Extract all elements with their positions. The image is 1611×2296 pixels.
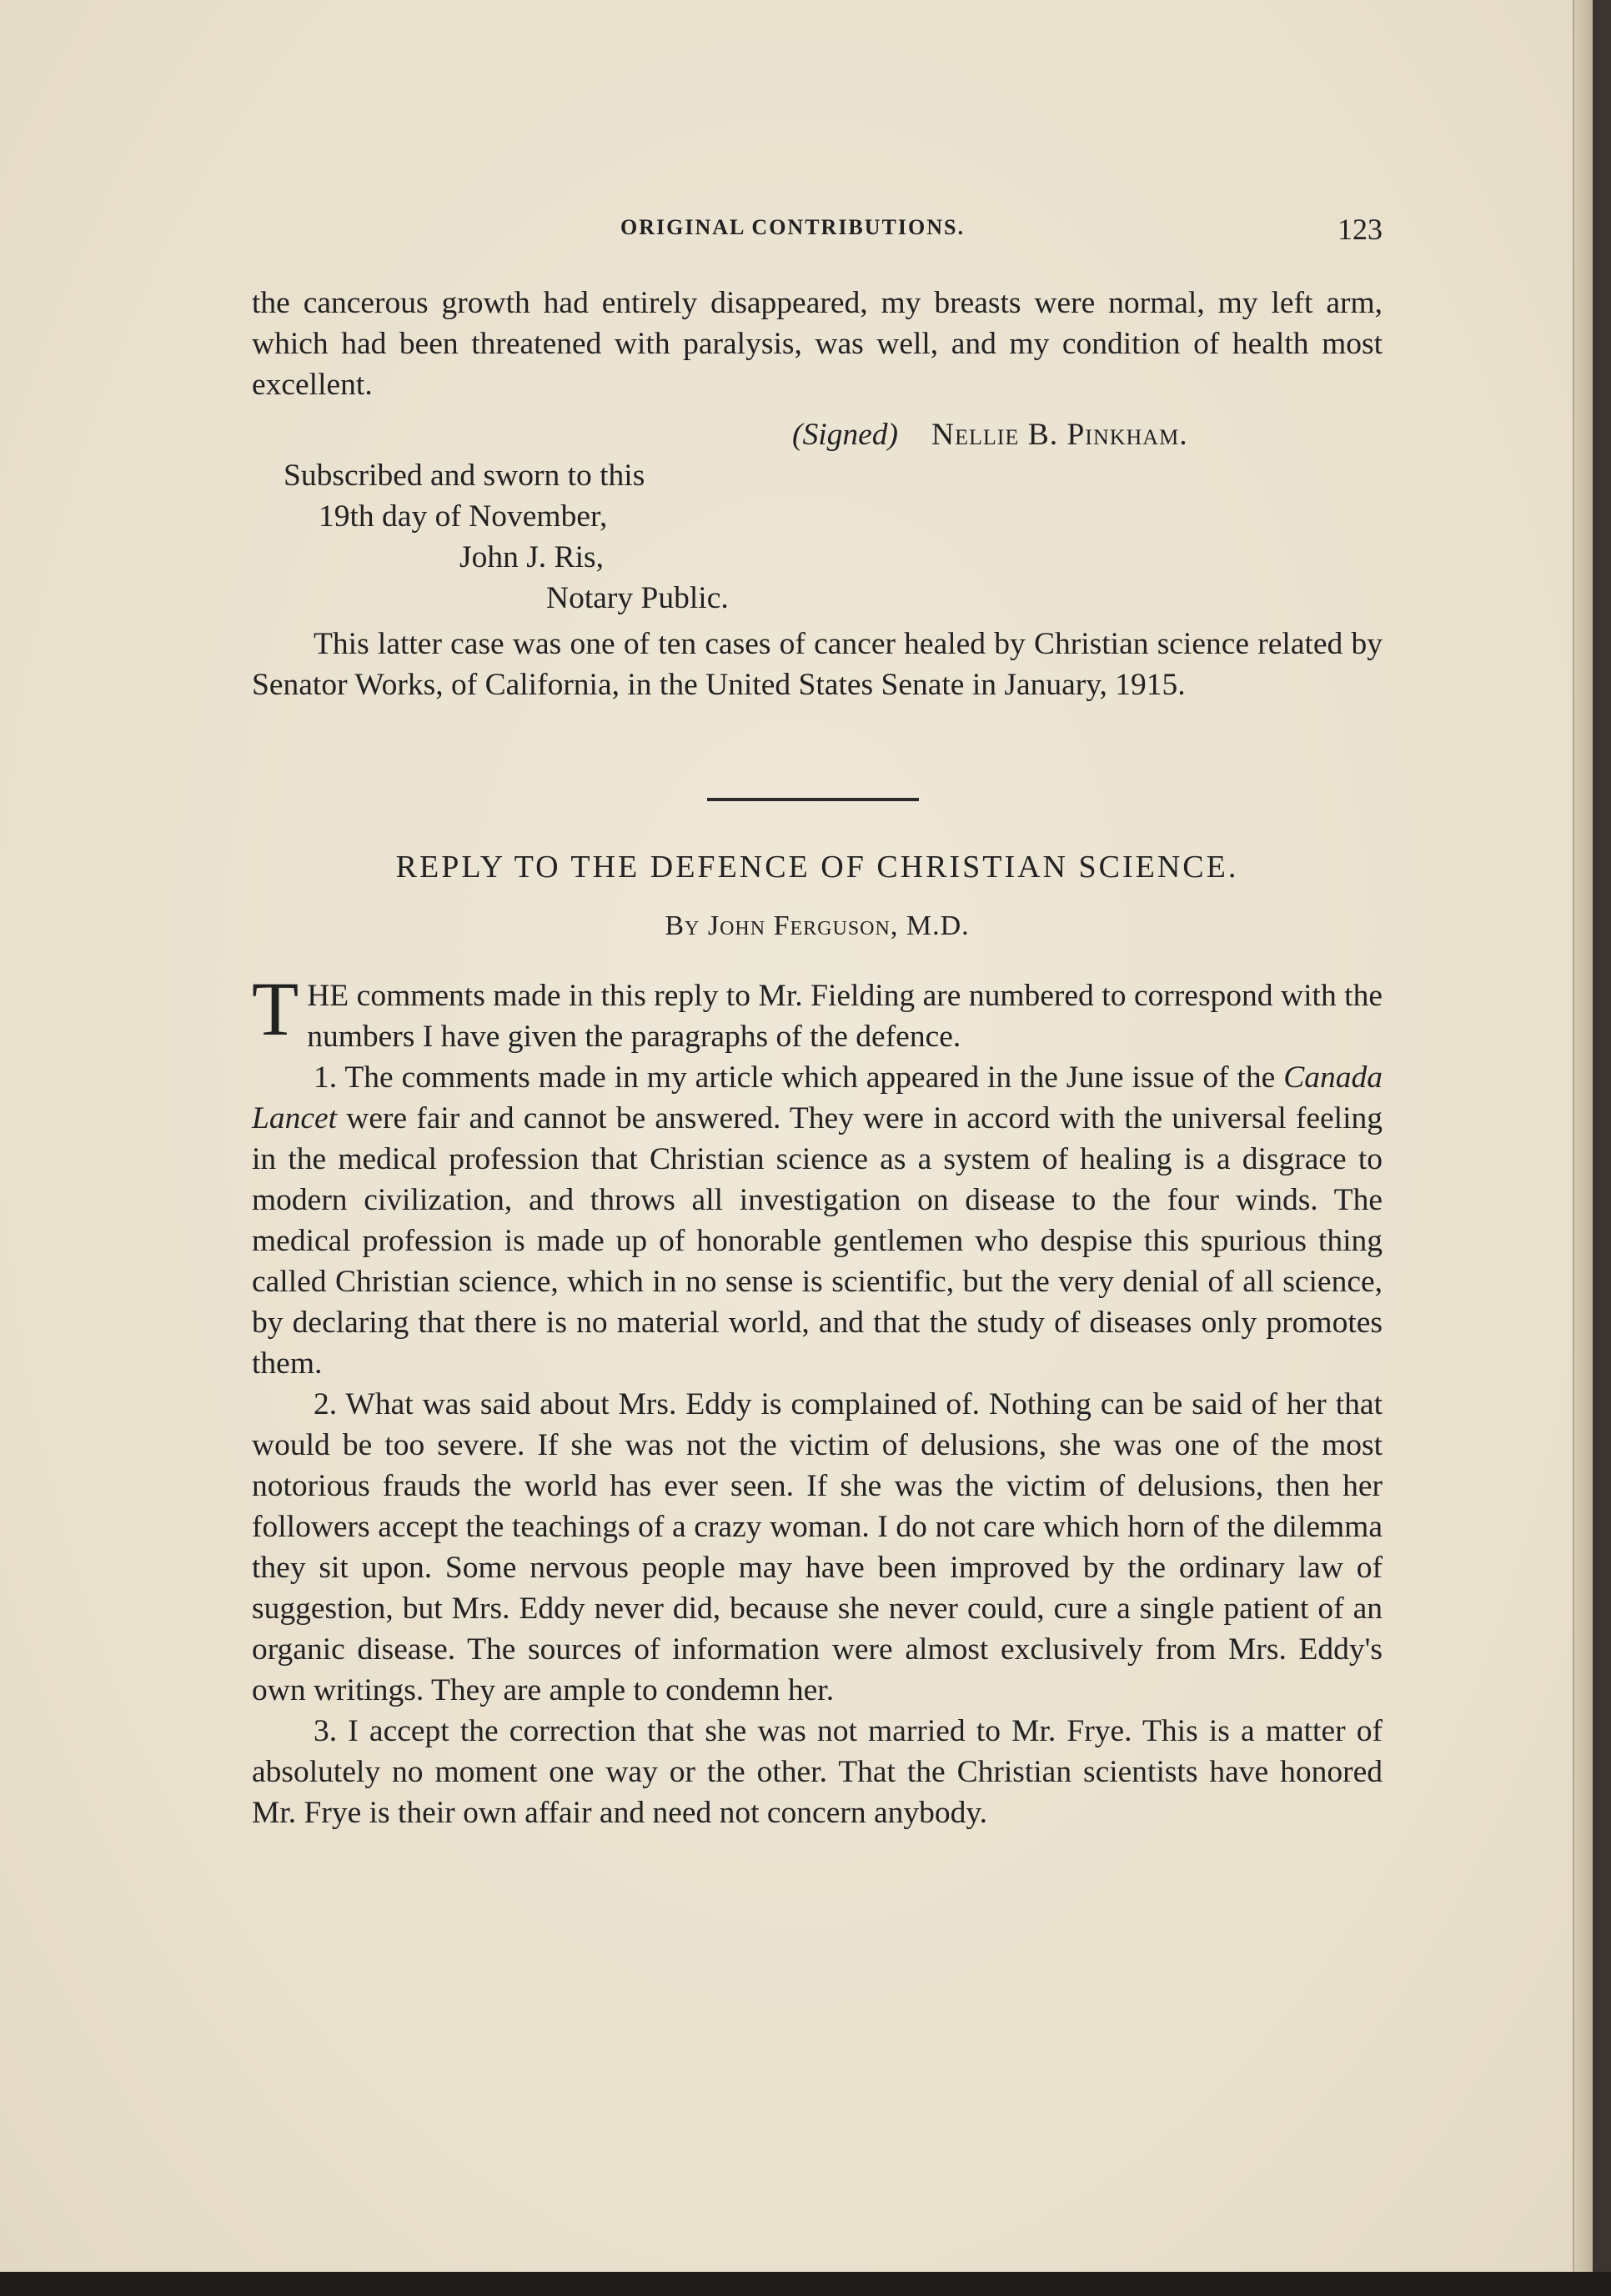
section-divider bbox=[707, 798, 919, 801]
jurat-line-3: John J. Ris, bbox=[459, 540, 604, 574]
paragraph-1-start: 1. The comments made in my article which appeared in the June issue of the bbox=[314, 1060, 1284, 1095]
paragraph-2: 2. What was said about Mrs. Eddy is complained of. Nothing can be said of her that would be too severe. If she was not the victim of delusions, she was one of the most notorious frauds the world has ever seen. If she was the victim of delusions, then her followers accept the teachings of a crazy woman. I do not care which horn of the dilemma they sit upon. Some nervous people may have been improved by the ordinary law of suggestion, but Mrs. Eddy never did, because she never could, cure a single patient of an organic disease. The sources of information were almost exclusively from Mrs. Eddy's own writings. They are ample to condemn her. bbox=[252, 1387, 1383, 1707]
paragraph-1-rest: were fair and cannot be answered. They were in accord with the universal feeling in the medical profession that Christian science as a system of healing is a disgrace to modern civilization, and throws all investigation on disease to the four winds. The medical profession is made up of honorable gentlemen who despise this spurious thing called Christian science, which in no sense is scientific, but the very denial of all science, by declaring that there is no material world, and that the study of diseases only promotes them. bbox=[252, 1101, 1383, 1381]
page-number: 123 bbox=[1337, 213, 1383, 246]
journal-name: Canada Lancet bbox=[252, 1060, 1383, 1135]
article-title: REPLY TO THE DEFENCE OF CHRISTIAN SCIENCE. bbox=[395, 850, 1239, 885]
signed-label: (Signed) bbox=[792, 418, 899, 452]
article-byline: By John Ferguson, M.D. bbox=[665, 910, 970, 941]
article-body bbox=[252, 966, 1383, 1833]
jurat-line-1: Subscribed and sworn to this bbox=[284, 459, 645, 493]
intro-paragraph-block bbox=[252, 283, 1383, 405]
jurat-line-2: 19th day of November, bbox=[319, 499, 608, 534]
closing-paragraph: This latter case was one of ten cases of cancer healed by Christian science related by Senator Works, of California, in the United States Senate in January, 1915. bbox=[252, 627, 1383, 702]
running-head bbox=[252, 215, 1383, 248]
jurat-line-4: Notary Public. bbox=[546, 581, 729, 615]
page-edge bbox=[1573, 0, 1593, 2272]
opening-paragraph bbox=[252, 966, 1383, 1057]
running-head-title: ORIGINAL CONTRIBUTIONS. bbox=[620, 215, 965, 239]
signatory-name: Nellie B. Pinkham. bbox=[931, 418, 1188, 452]
paragraph-1 bbox=[252, 1057, 1383, 1384]
closing-paragraph-block bbox=[252, 624, 1383, 705]
drop-cap: T bbox=[252, 966, 299, 1051]
opening-text: HE comments made in this reply to Mr. Fielding are numbered to correspond with the numbers I have given the paragraphs of the defence. bbox=[307, 979, 1383, 1054]
paragraph-3: 3. I accept the correction that she was not married to Mr. Frye. This is a matter of absolutely no moment one way or the other. That the Christian scientists have honored Mr. Frye is their own affair and need not concern anybody. bbox=[252, 1714, 1383, 1830]
intro-paragraph: the cancerous growth had entirely disappeared, my breasts were normal, my left arm, which had been threatened with paralysis, was well, and my condition of health most excellent. bbox=[252, 286, 1383, 402]
signature-line bbox=[792, 417, 1188, 453]
scan-border bbox=[0, 2272, 1611, 2296]
